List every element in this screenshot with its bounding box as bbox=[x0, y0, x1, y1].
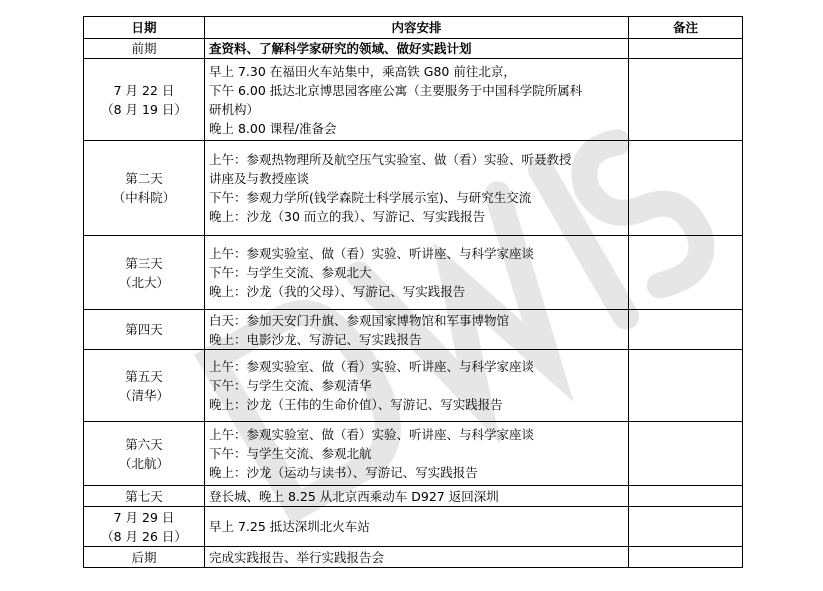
table-row bbox=[84, 422, 743, 486]
note-cell bbox=[629, 141, 743, 236]
table-row bbox=[84, 507, 743, 547]
schedule-table bbox=[83, 16, 743, 568]
content-cell bbox=[205, 486, 629, 507]
table-row bbox=[84, 59, 743, 141]
table-row bbox=[84, 236, 743, 310]
table-row bbox=[84, 141, 743, 236]
date-line: 第三天 bbox=[125, 255, 163, 271]
content-line: 晚上：电影沙龙、写游记、写实践报告 bbox=[209, 331, 422, 347]
content-cell bbox=[205, 236, 629, 310]
content-line: 下午：与学生交流、参观北大 bbox=[209, 265, 372, 280]
date-line: （8 月 26 日） bbox=[101, 528, 187, 544]
note-cell bbox=[629, 486, 743, 507]
content-line: 下午：参观力学所(钱学森院士科学展示室)、与研究生交流 bbox=[209, 190, 532, 205]
header-note: 备注 bbox=[629, 17, 743, 39]
note-cell bbox=[629, 59, 743, 141]
content-cell bbox=[205, 39, 629, 59]
date-cell bbox=[84, 507, 205, 547]
content-line: 晚上：沙龙（30 而立的我）、写游记、写实践报告 bbox=[209, 209, 486, 224]
note-cell bbox=[629, 507, 743, 547]
content-line: 下午：与学生交流、参观清华 bbox=[209, 378, 372, 393]
date-line: 7 月 22 日 bbox=[113, 82, 175, 98]
date-line: （北航） bbox=[118, 455, 169, 471]
date-cell bbox=[84, 486, 205, 507]
content-line: 晚上：沙龙（运动与读书）、写游记、写实践报告 bbox=[209, 465, 478, 480]
note-cell bbox=[629, 39, 743, 59]
date-line: 7 月 29 日 bbox=[113, 509, 175, 525]
content-line: 查资料、了解科学家研究的领域、做好实践计划 bbox=[209, 41, 472, 56]
content-cell bbox=[205, 507, 629, 547]
date-cell bbox=[84, 236, 205, 310]
content-line: 早上 7.25 抵达深圳北火车站 bbox=[209, 519, 370, 534]
date-cell bbox=[84, 310, 205, 350]
table-row bbox=[84, 310, 743, 350]
table-row bbox=[84, 350, 743, 422]
date-line: 第五天 bbox=[125, 368, 163, 384]
date-line: 后期 bbox=[131, 549, 157, 565]
content-cell bbox=[205, 141, 629, 236]
header-row bbox=[84, 17, 743, 39]
content-line: 晚上：沙龙（我的父母）、写游记、写实践报告 bbox=[209, 284, 466, 299]
content-cell bbox=[205, 350, 629, 422]
date-cell bbox=[84, 141, 205, 236]
content-cell bbox=[205, 59, 629, 141]
date-line: 第七天 bbox=[125, 488, 163, 504]
content-line: 研机构） bbox=[209, 101, 260, 117]
table-row bbox=[84, 547, 743, 568]
content-line: 上午：参观热物理所及航空压气实验室、做（看）实验、听聂教授 bbox=[209, 152, 572, 167]
content-line: 讲座及与教授座谈 bbox=[209, 171, 310, 186]
note-cell bbox=[629, 422, 743, 486]
date-line: （8 月 19 日） bbox=[101, 101, 187, 117]
note-cell bbox=[629, 547, 743, 568]
header-date: 日期 bbox=[84, 17, 205, 39]
content-cell bbox=[205, 422, 629, 486]
date-line: （北大） bbox=[118, 274, 169, 290]
content-line: 白天：参加天安门升旗、参观国家博物馆和军事博物馆 bbox=[209, 312, 510, 328]
date-cell bbox=[84, 39, 205, 59]
date-line: 前期 bbox=[131, 41, 157, 56]
content-line: 下午 6.00 抵达北京博思园客座公寓（主要服务于中国科学院所属科 bbox=[209, 82, 583, 98]
date-line: 第二天 bbox=[125, 171, 163, 186]
date-cell bbox=[84, 350, 205, 422]
content-line: 上午：参观实验室、做（看）实验、听讲座、与科学家座谈 bbox=[209, 359, 535, 374]
date-line: 第六天 bbox=[125, 436, 163, 452]
table-row bbox=[84, 39, 743, 59]
date-cell bbox=[84, 422, 205, 486]
date-cell bbox=[84, 59, 205, 141]
content-line: 下午：与学生交流、参观北航 bbox=[209, 446, 372, 461]
content-cell bbox=[205, 547, 629, 568]
content-line: 登长城、晚上 8.25 从北京西乘动车 D927 返回深圳 bbox=[209, 488, 499, 504]
content-line: 早上 7.30 在福田火车站集中，乘高铁 G80 前往北京， bbox=[209, 63, 516, 79]
note-cell bbox=[629, 310, 743, 350]
content-cell bbox=[205, 310, 629, 350]
content-line: 晚上：沙龙（王伟的生命价值）、写游记、写实践报告 bbox=[209, 397, 503, 412]
content-line: 晚上 8.00 课程/准备会 bbox=[209, 120, 337, 136]
note-cell bbox=[629, 350, 743, 422]
note-cell bbox=[629, 236, 743, 310]
content-line: 上午：参观实验室、做（看）实验、听讲座、与科学家座谈 bbox=[209, 246, 535, 261]
date-line: （清华） bbox=[118, 387, 169, 403]
date-line: （中科院） bbox=[112, 190, 176, 205]
date-cell bbox=[84, 547, 205, 568]
content-line: 完成实践报告、举行实践报告会 bbox=[209, 549, 385, 565]
table-row bbox=[84, 486, 743, 507]
date-line: 第四天 bbox=[125, 322, 163, 337]
content-line: 上午：参观实验室、做（看）实验、听讲座、与科学家座谈 bbox=[209, 427, 535, 442]
header-content: 内容安排 bbox=[205, 17, 629, 39]
